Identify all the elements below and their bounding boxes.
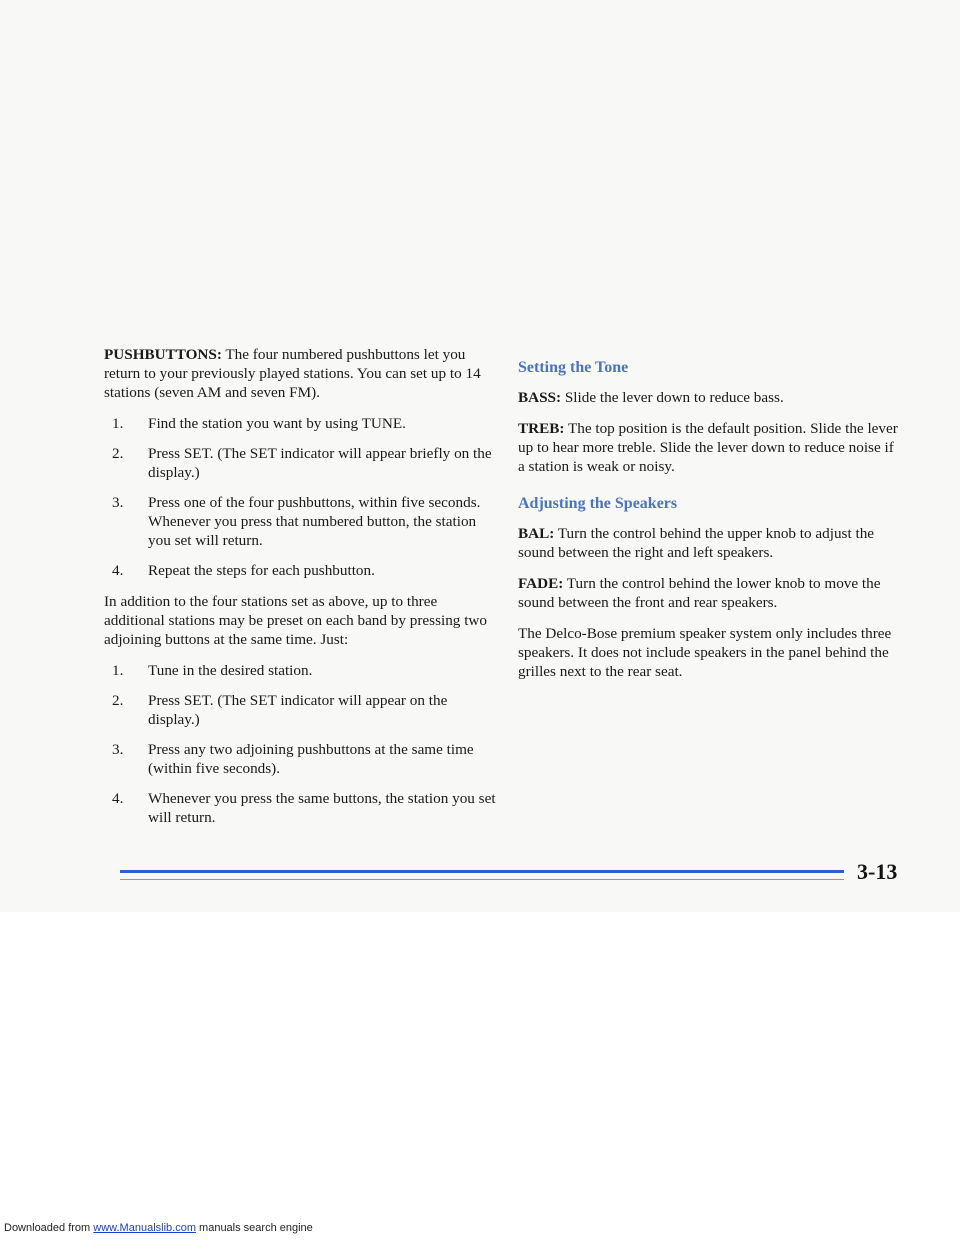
bal-paragraph <box>518 524 903 562</box>
footer-rule <box>120 870 844 873</box>
pushbuttons-paragraph <box>104 345 499 402</box>
left-column <box>104 345 499 839</box>
bal-text: Turn the control behind the upper knob to adjust the sound between the right and left speakers. <box>518 525 875 561</box>
bass-text: Slide the lever down to reduce bass. <box>561 389 784 406</box>
fade-label: FADE: <box>518 575 564 592</box>
list-item <box>104 444 499 482</box>
treb-label: TREB: <box>518 420 565 437</box>
step-text: Press SET. (The SET indicator will appear briefly on the display.) <box>148 445 492 481</box>
step-number: 2. <box>112 445 124 462</box>
manualslib-link[interactable]: www.Manualslib.com <box>93 1222 196 1234</box>
pushbuttons-text: The four numbered pushbuttons let you return to your previously played stations. You can set up to 14 stations (seven AM and seven FM). <box>104 346 481 401</box>
fade-paragraph <box>518 574 903 612</box>
list-item <box>104 740 499 778</box>
heading-setting-tone: Setting the Tone <box>518 359 629 376</box>
list-item <box>104 561 499 580</box>
treb-paragraph <box>518 419 903 476</box>
list-item <box>104 789 499 827</box>
bass-paragraph <box>518 388 903 407</box>
heading-adjusting-speakers: Adjusting the Speakers <box>518 495 678 512</box>
footer-rule-thin <box>120 879 844 880</box>
fade-text: Turn the control behind the lower knob to move the sound between the front and rear speakers. <box>518 575 881 611</box>
step-text: Press one of the four pushbuttons, within five seconds. Whenever you press that numbered button, the station you set will return. <box>148 494 481 549</box>
step-number: 3. <box>112 494 124 511</box>
list-item <box>104 661 499 680</box>
step-number: 1. <box>112 662 124 679</box>
page-number: 3-13 <box>857 859 898 884</box>
right-column <box>518 358 903 693</box>
preset-steps-list <box>104 414 499 580</box>
step-text: Press any two adjoining pushbuttons at the same time (within five seconds). <box>148 741 474 777</box>
bal-label: BAL: <box>518 525 555 542</box>
treb-text: The top position is the default position. Slide the lever up to hear more treble. Slide the lever down to reduce noise if a station is weak or noisy. <box>518 420 898 475</box>
step-number: 1. <box>112 415 124 432</box>
pushbuttons-label: PUSHBUTTONS: <box>104 346 222 363</box>
step-text: Find the station you want by using TUNE. <box>148 415 406 432</box>
additional-steps-list <box>104 661 499 827</box>
step-text: Press SET. (The SET indicator will appear on the display.) <box>148 692 448 728</box>
step-text: Repeat the steps for each pushbutton. <box>148 562 375 579</box>
step-text: Tune in the desired station. <box>148 662 313 679</box>
step-text: Whenever you press the same buttons, the station you set will return. <box>148 790 496 826</box>
step-number: 2. <box>112 692 124 709</box>
bass-label: BASS: <box>518 389 562 406</box>
list-item <box>104 691 499 729</box>
footer-prefix: Downloaded from <box>4 1222 94 1234</box>
list-item <box>104 414 499 433</box>
additional-stations-paragraph: In addition to the four stations set as above, up to three additional stations may be preset on each band by pressing two adjoining buttons at the same time. Just: <box>104 593 487 648</box>
list-item <box>104 493 499 550</box>
step-number: 4. <box>112 790 124 807</box>
step-number: 4. <box>112 562 124 579</box>
footer-suffix: manuals search engine <box>195 1222 313 1234</box>
step-number: 3. <box>112 741 124 758</box>
bose-paragraph: The Delco-Bose premium speaker system only includes three speakers. It does not include speakers in the panel behind the grilles next to the rear seat. <box>518 625 892 680</box>
download-footer <box>4 1222 313 1234</box>
